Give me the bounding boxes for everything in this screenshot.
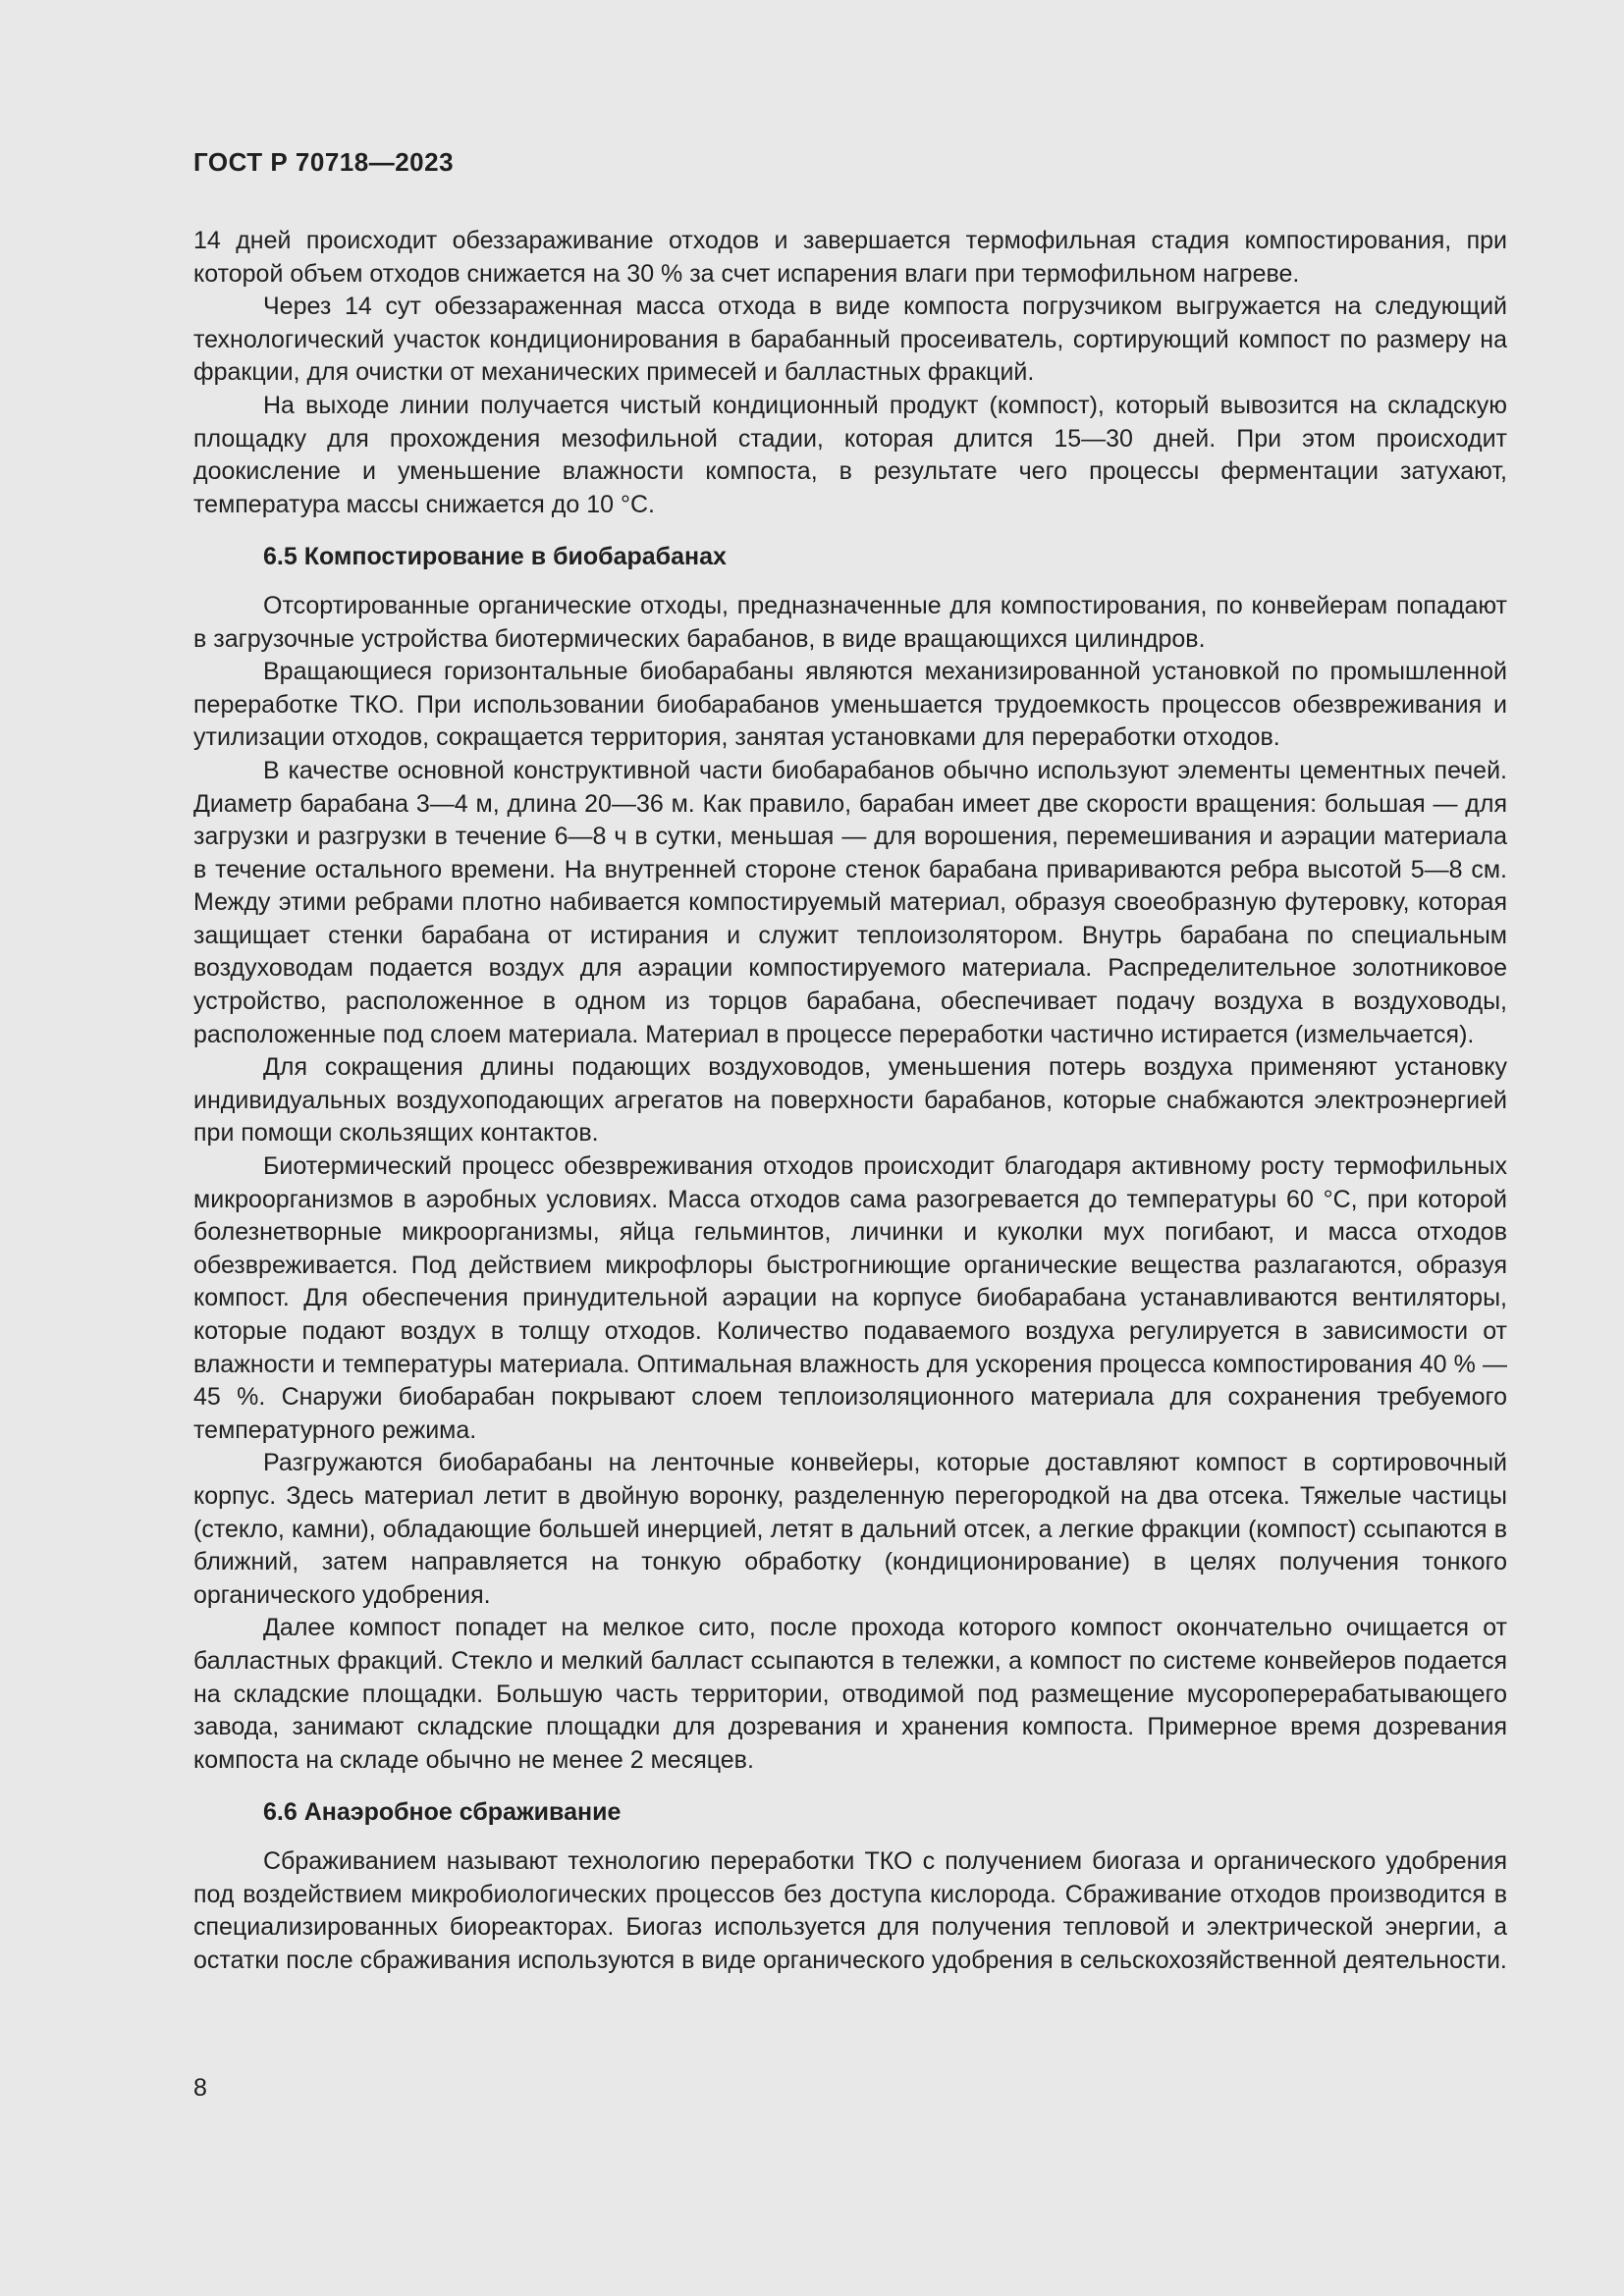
paragraph: 14 дней происходит обеззараживание отходов и завершается термофильная стадия компостирования, при которой объем отходов снижается на 30 % за счет испарения влаги при термофильном нагреве. — [193, 227, 1507, 288]
paragraph: Далее компост попадет на мелкое сито, после прохода которого компост окончательно очищается от балластных фракций. Стекло и мелкий балласт ссыпаются в тележки, а компост по системе конвейеров подается на складские площадки. Большую часть территории, отводимой под размещение мусороперерабатывающего завода, занимают складские площадки для дозревания и хранения компоста. Примерное время дозревания компоста на складе обычно не менее 2 месяцев. — [193, 1614, 1507, 1774]
section-heading-6-6: 6.6 Анаэробное сбраживание — [263, 1798, 622, 1827]
paragraph: Разгружаются биобарабаны на ленточные конвейеры, которые доставляют компост в сортировочный корпус. Здесь материал летит в двойную воронку, разделенную перегородкой на два отсека. Тяжелые частицы (стекло, камни), обладающие большей инерцией, летят в дальний отсек, а легкие фракции (компост) ссыпаются в ближний, затем направляется на тонкую обработку (кондиционирование) в целях получения тонкого органического удобрения. — [193, 1449, 1507, 1609]
paragraph: Отсортированные органические отходы, предназначенные для компостирования, по конвейерам попадают в загрузочные устройства биотермических барабанов, в виде вращающихся цилиндров. — [193, 591, 1507, 653]
paragraph: На выходе линии получается чистый кондиционный продукт (компост), который вывозится на складскую площадку для прохождения мезофильной стадии, которая длится 15—30 дней. При этом происходит доокисление и уменьшение влажности компоста, в результате чего процессы ферментации затухают, температура массы снижается до 10 °С. — [193, 391, 1507, 518]
document-body — [193, 225, 1507, 1977]
paragraph: Для сокращения длины подающих воздуховодов, уменьшения потерь воздуха применяют установку индивидуальных воздухоподающих агрегатов на поверхности барабанов, которые снабжаются электроэнергией при помощи скользящих контактов. — [193, 1053, 1507, 1148]
section-heading-6-5: 6.5 Компостирование в биобарабанах — [263, 543, 727, 571]
paragraph: Сбраживанием называют технологию переработки ТКО с получением биогаза и органического удобрения под воздействием микробиологических процессов без доступа кислорода. Сбраживание отходов производится в специализированных биореакторах. Биогаз используется для получения тепловой и электрической энергии, а остатки после сбраживания используются в виде органического удобрения в сельскохозяйственной деятельности. — [193, 1846, 1507, 1974]
paragraph: Биотермический процесс обезвреживания отходов происходит благодаря активному росту термофильных микроорганизмов в аэробных условиях. Масса отходов сама разогревается до температуры 60 °С, при которой болезнетворные микроорганизмы, яйца гельминтов, личинки и куколки мух погибают, и масса отходов обезвреживается. Под действием микрофлоры быстрогниющие органические вещества разлагаются, образуя компост. Для обеспечения принудительной аэрации на корпусе биобарабана устанавливаются вентиляторы, которые подают воздух в толщу отходов. Количество подаваемого воздуха регулируется в зависимости от влажности и температуры материала. Оптимальная влажность для ускорения процесса компостирования 40 % — 45 %. Снаружи биобарабан покрывают слоем теплоизоляционного материала для сохранения требуемого температурного режима. — [193, 1152, 1507, 1444]
document-page — [193, 0, 1507, 2296]
paragraph: Вращающиеся горизонтальные биобарабаны являются механизированной установкой по промышленной переработке ТКО. При использовании биобарабанов уменьшается трудоемкость процессов обезвреживания и утилизации отходов, сокращается территория, занятая установками для переработки отходов. — [193, 658, 1507, 752]
page-number: 8 — [193, 2074, 207, 2102]
standard-header: ГОСТ Р 70718—2023 — [193, 147, 455, 177]
paragraph: Через 14 сут обеззараженная масса отхода в виде компоста погрузчиком выгружается на следующий технологический участок кондиционирования в барабанный просеиватель, сортирующий компост по размеру на фракции, для очистки от механических примесей и балластных фракций. — [193, 293, 1507, 387]
paragraph: В качестве основной конструктивной части биобарабанов обычно используют элементы цементных печей. Диаметр барабана 3—4 м, длина 20—36 м. Как правило, барабан имеет две скорости вращения: большая — для загрузки и разгрузки в течение 6—8 ч в сутки, меньшая — для ворошения, перемешивания и аэрации материала в течение остального времени. На внутренней стороне стенок барабана привариваются ребра высотой 5—8 см. Между этими ребрами плотно набивается компостируемый материал, образуя своеобразную футеровку, которая защищает стенки барабана от истирания и служит теплоизолятором. Внутрь барабана по специальным воздуховодам подается воздух для аэрации компостируемого материала. Распределительное золотниковое устройство, расположенное в одном из торцов барабана, обеспечивает подачу воздуха в воздуховоды, расположенные под слоем материала. Материал в процессе переработки частично истирается (измельчается). — [193, 756, 1507, 1048]
